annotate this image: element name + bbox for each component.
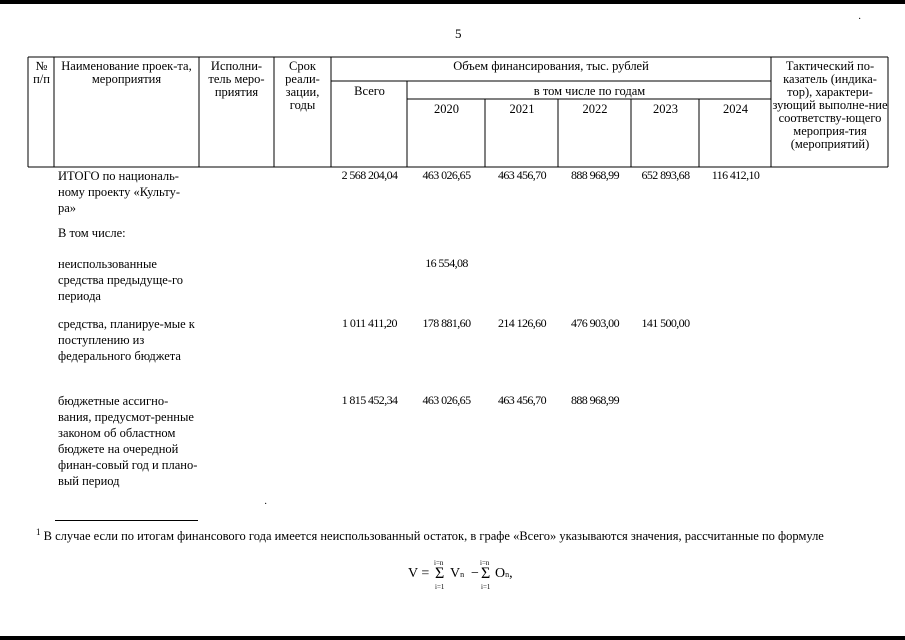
footnote bbox=[36, 527, 824, 544]
row-federal-name: средства, планируе-мые к поступлению из федерального бюджета bbox=[58, 317, 195, 363]
header-col-by-years: в том числе по годам bbox=[533, 84, 646, 98]
formula-minus: − bbox=[471, 566, 479, 581]
row-unused-name: неиспользованные средства предыдуще-го периода bbox=[58, 257, 184, 303]
header-col-name: Наименование проек-та, мероприятия bbox=[61, 59, 192, 86]
row-total-value: 463 026,65 bbox=[422, 168, 471, 182]
header-col-funding: Объем финансирования, тыс. рублей bbox=[453, 59, 649, 73]
row-allocations-value: 463 456,70 bbox=[497, 393, 546, 407]
formula-term1: Vn bbox=[450, 566, 465, 581]
row-total-value: 116 412,10 bbox=[711, 168, 760, 182]
row-unused-value: 16 554,08 bbox=[425, 256, 468, 270]
formula-term2: On, bbox=[495, 566, 513, 581]
header-col-executor: Исполни-тель меро-приятия bbox=[208, 59, 265, 99]
row-federal-value: 476 903,00 bbox=[570, 316, 619, 330]
formula-sum2-upper: i=n bbox=[480, 559, 490, 567]
footnote-marker: 1 bbox=[36, 527, 41, 537]
row-allocations-value: 463 026,65 bbox=[422, 393, 471, 407]
row-total-value: 463 456,70 bbox=[497, 168, 546, 182]
header-year-2021: 2021 bbox=[509, 102, 535, 116]
header-year-2022: 2022 bbox=[582, 102, 608, 116]
page-number: 5 bbox=[455, 26, 462, 41]
header-year-2024: 2024 bbox=[723, 102, 748, 116]
footnote-text: В случае если по итогам финансового года имеется неиспользованный остаток, в графе «Всего» указываются значения, рассчитанные по формуле bbox=[43, 529, 824, 544]
header-col-total: Всего bbox=[354, 84, 385, 98]
header-col-term: Срок реали-зации, годы bbox=[285, 59, 320, 112]
row-total-value: 2 568 204,04 bbox=[341, 168, 398, 182]
header-year-2020: 2020 bbox=[434, 102, 459, 116]
row-federal-value: 214 126,60 bbox=[497, 316, 546, 330]
row-total-value: 888 968,99 bbox=[570, 168, 619, 182]
row-federal-value: 178 881,60 bbox=[422, 316, 471, 330]
scan-speck: · bbox=[858, 14, 862, 25]
formula-sum1-upper: i=n bbox=[434, 559, 444, 567]
formula-lhs: V = bbox=[408, 566, 430, 581]
row-total-value: 652 893,68 bbox=[641, 168, 690, 182]
scan-speck: · bbox=[264, 499, 268, 510]
row-including-label: В том числе: bbox=[58, 226, 126, 240]
row-allocations-value: 888 968,99 bbox=[570, 393, 619, 407]
formula-sum2-lower: i=1 bbox=[481, 583, 491, 591]
header-col-number: № п/п bbox=[33, 59, 50, 86]
footnote-separator bbox=[55, 520, 198, 521]
header-year-2023: 2023 bbox=[653, 102, 678, 116]
row-total-name: ИТОГО по националь-ному проекту «Культу-ра» bbox=[58, 169, 180, 215]
formula-sum1-sigma: Σ bbox=[435, 565, 445, 582]
formula-sum1-lower: i=1 bbox=[435, 583, 445, 591]
header-col-indicator: Тактический по-казатель (индика-тор), характери-зующий выполне-ние соответству-ющего мероприя-тия (мероприятий) bbox=[772, 59, 888, 151]
row-federal-value: 141 500,00 bbox=[641, 316, 690, 330]
row-allocations-name: бюджетные ассигно-вания, предусмот-ренные законом об областном бюджете на очередной финан-совый год и плано-вый период bbox=[58, 394, 198, 488]
row-allocations-value: 1 815 452,34 bbox=[341, 393, 398, 407]
formula-sum2-sigma: Σ bbox=[481, 565, 491, 582]
row-federal-value: 1 011 411,20 bbox=[342, 316, 397, 330]
